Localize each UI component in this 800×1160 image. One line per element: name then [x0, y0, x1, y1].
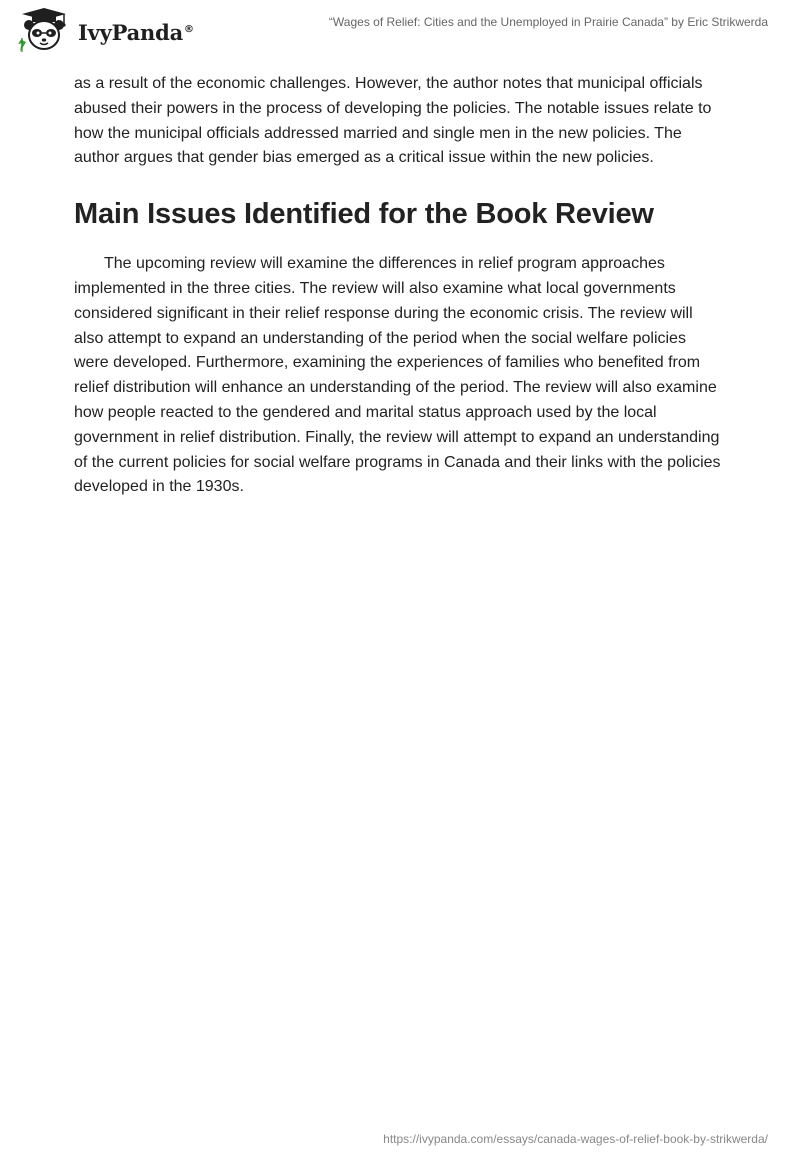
panda-graduate-logo-icon [16, 8, 72, 52]
logo-wordmark: IvyPanda® [78, 19, 194, 45]
ivypanda-logo[interactable] [16, 8, 194, 52]
registered-mark: ® [184, 23, 194, 35]
source-url[interactable]: https://ivypanda.com/essays/canada-wages-of-relief-book-by-strikwerda/ [383, 1132, 768, 1146]
body-paragraph: The upcoming review will examine the differences in relief program approaches implemented in the three cities. The review will also examine what local governments considered significant in their relief response during the economic crisis. The review will also attempt to expand an understanding of the period when the social welfare policies were developed. Furthermore, examining the experiences of families who benefited from relief distribution will enhance an understanding of the period. The review will also examine how people reacted to the gendered and marital status approach used by the local government in relief distribution. Finally, the review will attempt to expand an understanding of the current policies for social welfare programs in Canada and their links with the policies developed in the 1930s. [74, 255, 721, 496]
essay-content [74, 72, 724, 500]
document-title: “Wages of Relief: Cities and the Unemployed in Prairie Canada” by Eric Strikwerda [328, 15, 768, 29]
section-heading: Main Issues Identified for the Book Review [74, 198, 654, 231]
body-paragraph: as a result of the economic challenges. However, the author notes that municipal officials abused their powers in the process of developing the policies. The notable issues relate to how the municipal officials addressed married and single men in the new policies. The author argues that gender bias emerged as a critical issue within the new policies. [74, 75, 712, 167]
page-header [0, 0, 800, 64]
